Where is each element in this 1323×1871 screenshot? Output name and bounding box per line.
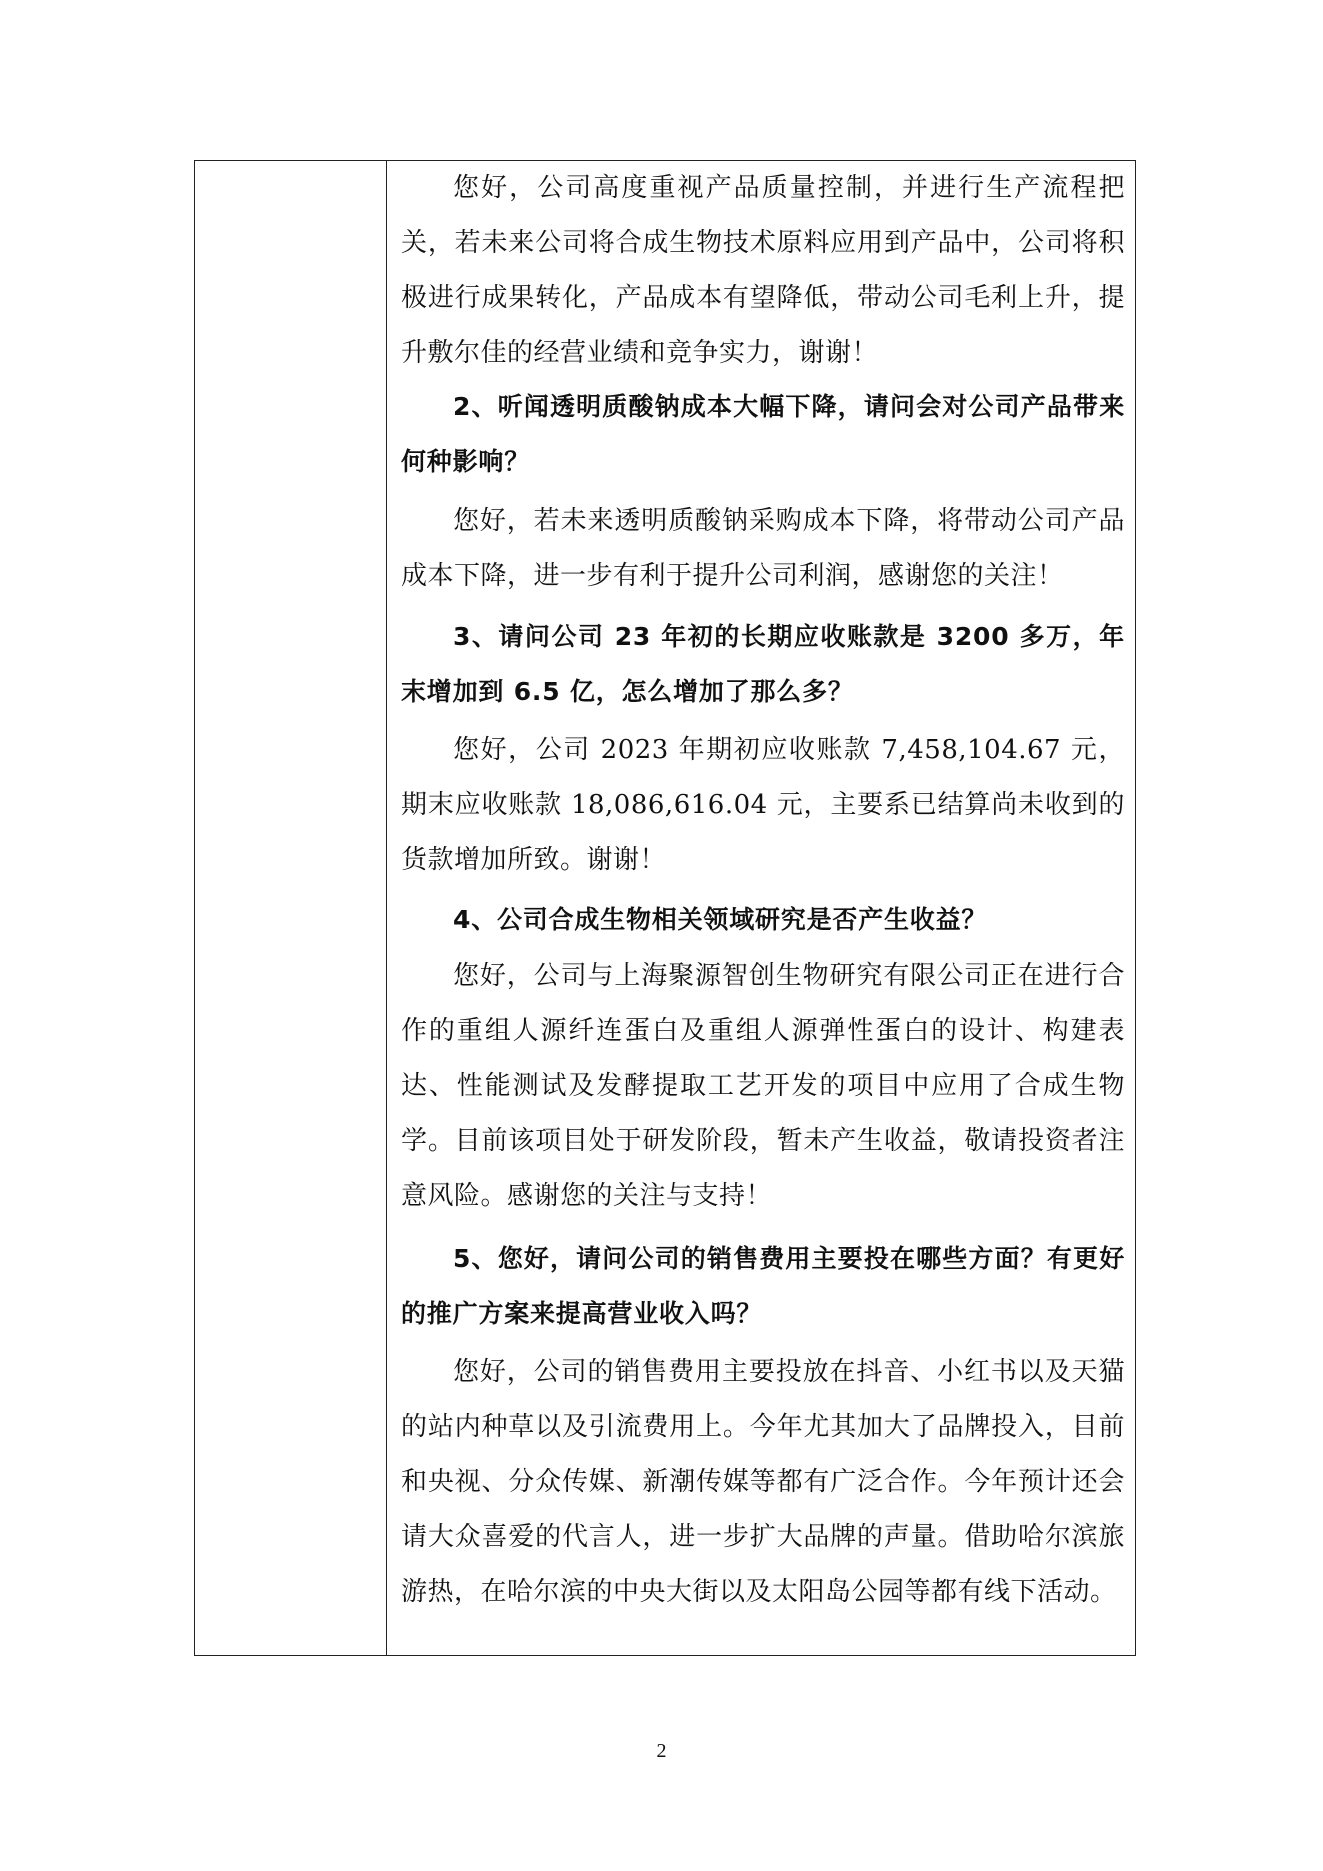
answer-paragraph-1: 您好，公司高度重视产品质量控制，并进行生产流程把关，若未来公司将合成生物技术原料应用到产品中，公司将积极进行成果转化，产品成本有望降低，带动公司毛利上升，提升敷尔佳的经营业绩和竞争实力，谢谢！ [401, 173, 1125, 368]
answer-5: 您好，公司的销售费用主要投放在抖音、小红书以及天猫的站内种草以及引流费用上。今年尤其加大了品牌投入，目前和央视、分众传媒、新潮传媒等都有广泛合作。今年预计还会请大众喜爱的代言人，进一步扩大品牌的声量。借助哈尔滨旅游热，在哈尔滨的中央大街以及太阳岛公园等都有线下活动。 [401, 1357, 1125, 1607]
answer-4: 您好，公司与上海聚源智创生物研究有限公司正在进行合作的重组人源纤连蛋白及重组人源弹性蛋白的设计、构建表达、性能测试及发酵提取工艺开发的项目中应用了合成生物学。目前该项目处于研发阶段，暂未产生收益，敬请投资者注意风险。感谢您的关注与支持！ [401, 961, 1125, 1211]
answer-3: 您好，公司 2023 年期初应收账款 7,458,104.67 元，期末应收账款 18,086,616.04 元，主要系已结算尚未收到的货款增加所致。谢谢！ [401, 735, 1125, 875]
qa-table [194, 160, 1136, 1656]
question-5: 5、您好，请问公司的销售费用主要投在哪些方面？有更好的推广方案来提高营业收入吗？ [401, 1244, 1125, 1328]
table-content-cell [387, 161, 1135, 1655]
page-number: 2 [656, 1740, 667, 1762]
answer-2: 您好，若未来透明质酸钠采购成本下降，将带动公司产品成本下降，进一步有利于提升公司利润，感谢您的关注！ [401, 506, 1125, 591]
table-label-cell [195, 161, 387, 1655]
question-2: 2、听闻透明质酸钠成本大幅下降，请问会对公司产品带来何种影响？ [401, 392, 1125, 476]
question-3: 3、请问公司 23 年初的长期应收账款是 3200 多万，年末增加到 6.5 亿，怎么增加了那么多？ [401, 622, 1125, 706]
question-4: 4、公司合成生物相关领域研究是否产生收益？ [453, 905, 988, 934]
